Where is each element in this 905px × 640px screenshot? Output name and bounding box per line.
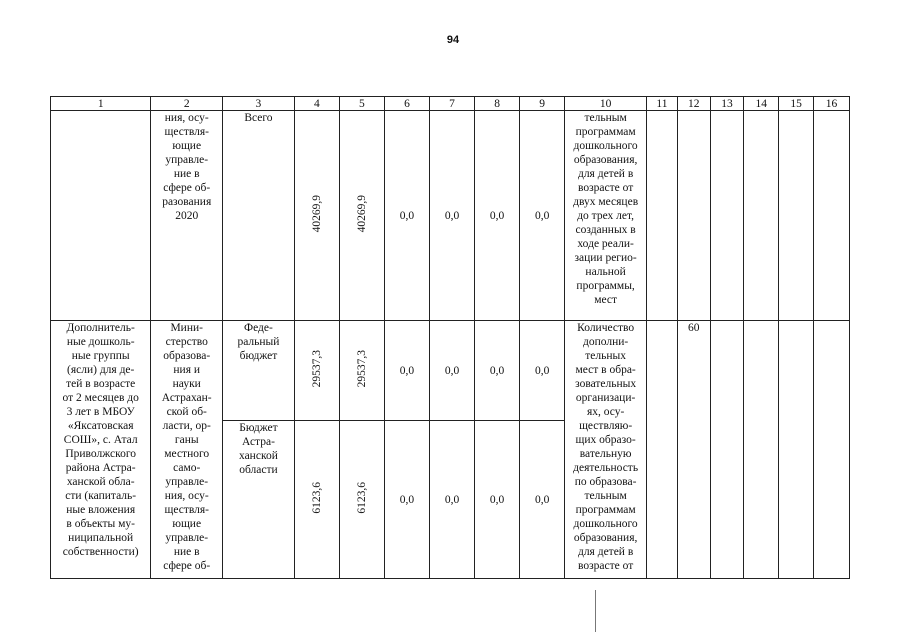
cell-federal-col7: 0,0 <box>429 321 474 421</box>
cell-federal-source: Феде- ральный бюджет <box>223 321 295 421</box>
cell-continued-col13 <box>710 111 744 321</box>
cell-continued-col7: 0,0 <box>429 111 474 321</box>
cell-federal-col9: 0,0 <box>520 321 565 421</box>
header-col-6: 6 <box>384 97 429 111</box>
cell-measure-col11 <box>647 321 678 579</box>
header-col-8: 8 <box>475 97 520 111</box>
cell-regional-col7: 0,0 <box>429 421 474 579</box>
cell-regional-source: Бюджет Астра- ханской области <box>223 421 295 579</box>
table-row-federal <box>51 321 850 421</box>
header-col-14: 14 <box>744 97 779 111</box>
program-measures-table <box>50 96 850 579</box>
cell-measure-col15 <box>779 321 814 579</box>
value-continued-col5: 40269,9 <box>355 194 368 233</box>
header-col-16: 16 <box>814 97 850 111</box>
cell-federal-year-total <box>339 321 384 421</box>
value-federal-col5: 29537,3 <box>355 349 368 388</box>
value-regional-col4: 6123,6 <box>310 481 323 514</box>
cell-continued-col8: 0,0 <box>475 111 520 321</box>
cell-measure-col12: 60 <box>677 321 710 579</box>
cell-regional-year-total <box>339 421 384 579</box>
cell-federal-col6: 0,0 <box>384 321 429 421</box>
cell-continued-col16 <box>814 111 850 321</box>
cell-continued-col12 <box>677 111 710 321</box>
cell-continued-col1 <box>51 111 151 321</box>
header-col-1: 1 <box>51 97 151 111</box>
cell-measure-executor: Мини- стерство образова- ния и науки Астрахан- ской об- ласти, ор- ганы местного само- управле- ния, осу- ществля- ющие управле- ние в сфере об- <box>151 321 223 579</box>
header-col-13: 13 <box>710 97 744 111</box>
cell-continued-total <box>294 111 339 321</box>
cell-measure-col16 <box>814 321 850 579</box>
cell-continued-indicator: тельным программам дошкольного образования, для детей в возрасте от двух месяцев до трех лет, созданных в ходе реали- зации регио- нальной программы, мест <box>565 111 647 321</box>
cell-regional-col9: 0,0 <box>520 421 565 579</box>
cell-continued-year-total <box>339 111 384 321</box>
cell-regional-total <box>294 421 339 579</box>
scan-line-artifact <box>595 590 596 632</box>
cell-measure-name: Дополнитель- ные дошколь- ные группы (ясли) для де- тей в возрасте от 2 месяцев до 3 лет в МБОУ «Яксатовская СОШ», с. Атал Приволжского района Астра- ханской обла- сти (капиталь- ные вложения в объекты му- ниципальной собственности) <box>51 321 151 579</box>
cell-continued-col14 <box>744 111 779 321</box>
cell-measure-col13 <box>710 321 744 579</box>
value-regional-col5: 6123,6 <box>355 481 368 514</box>
cell-continued-col15 <box>779 111 814 321</box>
header-col-10: 10 <box>565 97 647 111</box>
cell-federal-total <box>294 321 339 421</box>
page-number: 94 <box>446 34 460 46</box>
cell-continued-col9: 0,0 <box>520 111 565 321</box>
header-col-7: 7 <box>429 97 474 111</box>
value-federal-col4: 29537,3 <box>310 349 323 388</box>
header-col-12: 12 <box>677 97 710 111</box>
header-col-5: 5 <box>339 97 384 111</box>
cell-measure-indicator: Количество дополни- тельных мест в обра- зовательных организаци- ях, осу- ществляю- щих образо- вательную деятельность по образова- тельным программам дошкольного образования, для детей в возрасте от <box>565 321 647 579</box>
header-col-4: 4 <box>294 97 339 111</box>
cell-federal-col8: 0,0 <box>475 321 520 421</box>
header-col-2: 2 <box>151 97 223 111</box>
header-col-11: 11 <box>647 97 678 111</box>
header-col-15: 15 <box>779 97 814 111</box>
cell-measure-col14 <box>744 321 779 579</box>
cell-continued-col6: 0,0 <box>384 111 429 321</box>
cell-regional-col8: 0,0 <box>475 421 520 579</box>
cell-continued-executor: ния, осу- ществля- ющие управле- ние в сфере об- разования 2020 <box>151 111 223 321</box>
cell-regional-col6: 0,0 <box>384 421 429 579</box>
header-row <box>51 97 850 111</box>
header-col-9: 9 <box>520 97 565 111</box>
cell-continued-col11 <box>647 111 678 321</box>
cell-continued-source: Всего <box>223 111 295 321</box>
value-continued-col4: 40269,9 <box>310 194 323 233</box>
table-row-continued <box>51 111 850 321</box>
header-col-3: 3 <box>223 97 295 111</box>
